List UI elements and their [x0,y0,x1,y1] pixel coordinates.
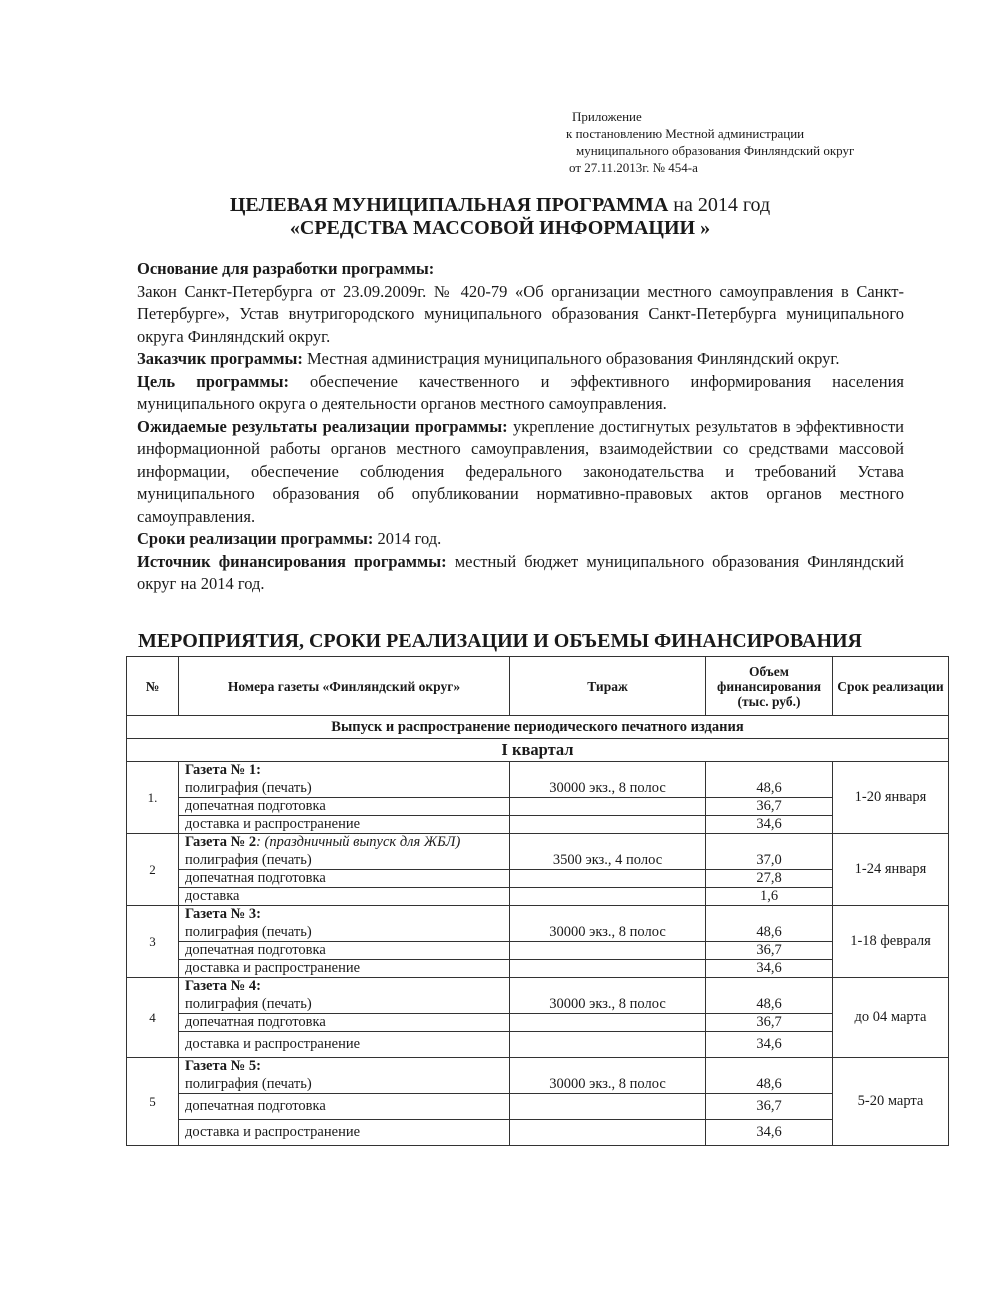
results-label: Ожидаемые результаты реализации программы: [137,416,508,436]
basis-paragraph [137,258,904,348]
cost-item-label: полиграфия (печать) [179,780,510,798]
cost-item-label: доставка и распространение [179,1032,510,1058]
circulation-value: 30000 экз., 8 полос [510,1076,706,1094]
cost-item-amount: 36,7 [706,942,833,960]
table-row [127,996,949,1014]
appendix-line-2: к постановлению Местной администрации [566,126,805,141]
cost-item-label: допечатная подготовка [179,942,510,960]
header-circulation: Тираж [510,657,706,716]
cost-item-amount: 34,6 [706,1120,833,1146]
table-header-row [127,657,949,716]
cost-item-amount: 48,6 [706,996,833,1014]
circulation-value [510,816,706,834]
table-row [127,960,949,978]
source-label: Источник финансирования программы: [137,551,447,571]
program-body [137,258,904,596]
cost-item-label: доставка и распространение [179,816,510,834]
source-text: местный бюджет муниципального образования Финляндский округ на 2014 год. [137,551,904,593]
circulation-cell [510,978,706,996]
issue-title: Газета № 4: [185,978,261,995]
circulation-value [510,1120,706,1146]
table-title: МЕРОПРИЯТИЯ, СРОКИ РЕАЛИЗАЦИИ И ОБЪЕМЫ ФИНАНСИРОВАНИЯ [137,630,863,652]
results-text: укрепление достигнутых результатов в эффективности информационной работы органов местного самоуправления, взаимодействии со средствами массовой информации, обеспечение соблюдения федерального законодательства и требований Устава муниципального образования об опубликовании нормативно-правовых актов органов местного самоуправления. [137,416,905,526]
cost-item-label: доставка и распространение [179,960,510,978]
cost-item-label: полиграфия (печать) [179,924,510,942]
term-cell: 5-20 марта [833,1058,949,1146]
circulation-value [510,870,706,888]
issue-title: Газета № 2 [185,834,257,851]
cost-item-label: полиграфия (печать) [179,996,510,1014]
cost-item-amount: 37,0 [706,852,833,870]
amount-cell [706,762,833,780]
table-row [127,852,949,870]
results-paragraph [137,416,904,529]
appendix-line-4: от 27.11.2013г. № 454-а [569,160,698,175]
program-subtitle: «СРЕДСТВА МАССОВОЙ ИНФОРМАЦИИ » [289,217,711,239]
circulation-value: 3500 экз., 4 полос [510,852,706,870]
cost-item-amount: 34,6 [706,816,833,834]
term-cell: 1-18 февраля [833,906,949,978]
cost-item-amount: 36,7 [706,798,833,816]
cost-item-label: допечатная подготовка [179,798,510,816]
table-row [127,762,949,780]
terms-text: 2014 год. [373,529,442,548]
terms-paragraph [137,528,904,551]
customer-paragraph [137,348,904,371]
cost-item-label: допечатная подготовка [179,1014,510,1032]
cost-item-label: доставка [179,888,510,906]
table-row [127,888,949,906]
cost-item-label: допечатная подготовка [179,870,510,888]
circulation-value [510,798,706,816]
issue-title: Газета № 3: [185,906,261,923]
table-row [127,924,949,942]
circulation-cell [510,1058,706,1076]
table-row [127,1032,949,1058]
term-cell: до 04 марта [833,978,949,1058]
amount-cell [706,834,833,852]
cost-item-amount: 48,6 [706,1076,833,1094]
cost-item-amount: 27,8 [706,870,833,888]
term-cell: 1-20 января [833,762,949,834]
table-row [127,906,949,924]
section-band-row [127,716,949,739]
cost-item-label: полиграфия (печать) [179,1076,510,1094]
header-amount: Объем финансирования (тыс. руб.) [706,657,833,716]
table-row [127,978,949,996]
table-row [127,816,949,834]
table-row [127,1014,949,1032]
row-number: 5 [127,1058,179,1146]
cost-item-amount: 36,7 [706,1014,833,1032]
circulation-value [510,942,706,960]
table-row [127,834,949,852]
table-row [127,798,949,816]
circulation-value [510,888,706,906]
goal-paragraph [137,371,904,416]
quarter-label: I квартал [127,739,949,762]
amount-cell [706,1058,833,1076]
cost-item-amount: 48,6 [706,780,833,798]
cost-item-amount: 36,7 [706,1094,833,1120]
table-row [127,942,949,960]
customer-label: Заказчик программы: [137,349,303,368]
issue-note: : (праздничный выпуск для ЖБЛ) [256,834,461,851]
table-row [127,780,949,798]
program-title [0,194,1000,217]
section-band: Выпуск и распространение периодического печатного издания [127,716,949,739]
cost-item-amount: 1,6 [706,888,833,906]
amount-cell [706,978,833,996]
appendix-line-3: муниципального образования Финляндский округ [576,143,855,158]
issue-title-cell [179,978,510,996]
customer-text: Местная администрация муниципального образования Финляндский округ. [302,349,840,368]
cost-item-amount: 34,6 [706,960,833,978]
table-row [127,1076,949,1094]
circulation-value [510,960,706,978]
row-number: 3 [127,906,179,978]
table-row [127,870,949,888]
program-title-bold: ЦЕЛЕВАЯ МУНИЦИПАЛЬНАЯ ПРОГРАММА [229,194,669,216]
row-number: 1. [127,762,179,834]
issue-title-cell [179,762,510,780]
table-row [127,1094,949,1120]
appendix-line-1: Приложение [572,109,642,124]
circulation-value: 30000 экз., 8 полос [510,924,706,942]
term-cell: 1-24 января [833,834,949,906]
circulation-value [510,1014,706,1032]
source-paragraph [137,551,904,596]
financing-table [126,656,949,1146]
circulation-cell [510,906,706,924]
basis-label: Основание для разработки программы: [137,259,435,278]
terms-label: Сроки реализации программы: [137,529,374,548]
table-row [127,1058,949,1076]
header-name: Номера газеты «Финляндский округ» [179,657,510,716]
issue-title-cell [179,906,510,924]
circulation-value [510,1094,706,1120]
circulation-value [510,1032,706,1058]
table-row [127,1120,949,1146]
cost-item-label: полиграфия (печать) [179,852,510,870]
row-number: 4 [127,978,179,1058]
header-term: Срок реализации [833,657,949,716]
goal-label: Цель программы: [137,371,289,391]
cost-item-amount: 34,6 [706,1032,833,1058]
cost-item-label: доставка и распространение [179,1120,510,1146]
amount-cell [706,906,833,924]
issue-title: Газета № 5: [185,1058,261,1075]
program-title-year: на 2014 год [668,194,771,216]
circulation-value: 30000 экз., 8 полос [510,780,706,798]
cost-item-amount: 48,6 [706,924,833,942]
row-number: 2 [127,834,179,906]
header-num: № [127,657,179,716]
circulation-value: 30000 экз., 8 полос [510,996,706,1014]
quarter-row [127,739,949,762]
issue-title-cell [179,1058,510,1076]
cost-item-label: допечатная подготовка [179,1094,510,1120]
issue-title: Газета № 1: [185,762,261,779]
issue-title-cell [179,834,510,852]
goal-text: обеспечение качественного и эффективного информирования населения муниципального округа о деятельности органов местного самоуправления. [137,371,904,413]
appendix-note [566,108,854,176]
basis-text: Закон Санкт-Петербурга от 23.09.2009г. № 420-79 «Об организации местного самоуправления в Санкт-Петербурге», Устав внутригородского муниципального образования Санкт-Петербурга муниципального округа Финляндский округ. [137,281,904,346]
circulation-cell [510,762,706,780]
circulation-cell [510,834,706,852]
